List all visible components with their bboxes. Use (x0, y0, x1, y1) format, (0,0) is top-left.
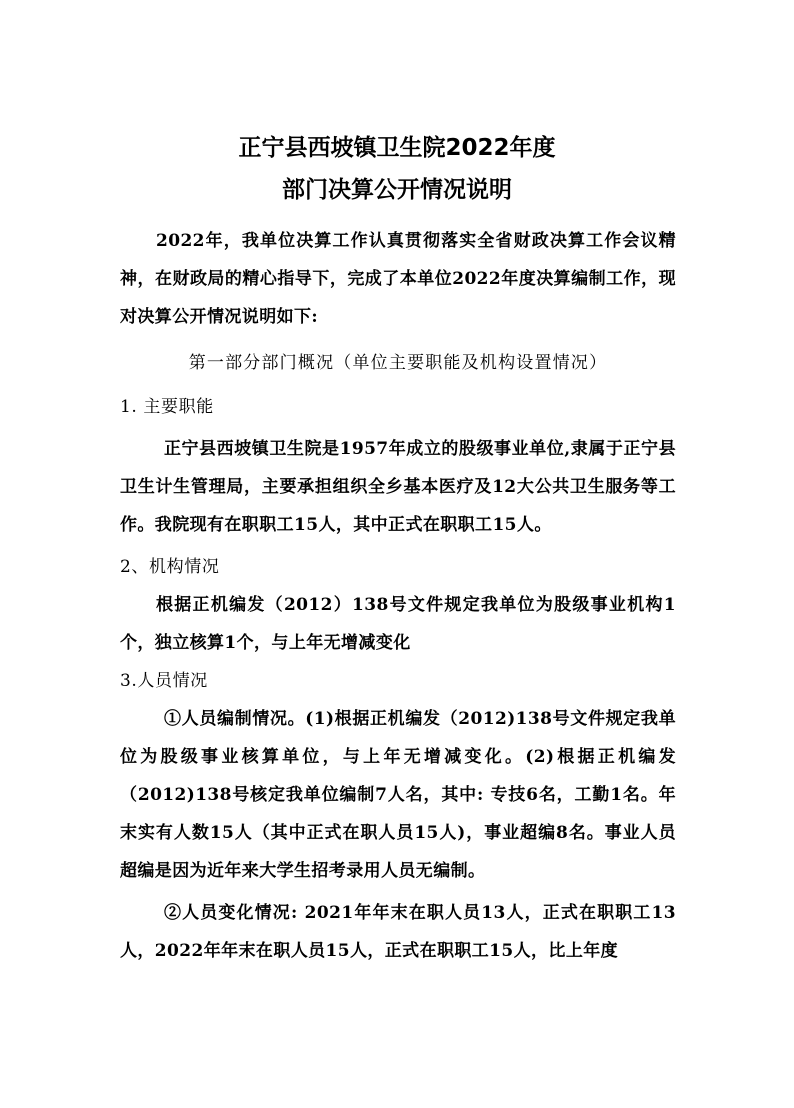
section3-item1-paragraph: ①人员编制情况。(1)根据正机编发（2012)138号文件规定我单位为股级事业核算单位，与上年无增减变化。(2)根据正机编发（2012)138号核定我单位编制7人名，其中: 专技6名，工勤1名。年末实有人数15人（其中正式在职人员15人)，事业超编8名。事业人员超编是因为近年来大学生招考录用人员无编制。 (120, 709, 676, 881)
part1-heading: 第一部分部门概况（单位主要职能及机构设置情况） (188, 353, 608, 373)
section3-item2-paragraph: ②人员变化情况: 2021年年末在职人员13人，正式在职职工13人，2022年年末在职人员15人，正式在职职工15人，比上年度 (120, 903, 676, 961)
section3-heading: 3.人员情况 (120, 671, 208, 691)
document-title-line2: 部门决算公开情况说明 (282, 177, 512, 203)
section2-heading: 2、机构情况 (120, 557, 220, 577)
section1-heading: 1. 主要职能 (120, 397, 214, 417)
section2-paragraph: 根据正机编发（2012）138号文件规定我单位为股级事业机构1个，独立核算1个，与上年无增减变化 (120, 595, 676, 653)
section1-paragraph: 正宁县西坡镇卫生院是1957年成立的股级事业单位,隶属于正宁县卫生计生管理局，主要承担组织全乡基本医疗及12大公共卫生服务等工作。我院现有在职职工15人，其中正式在职职工15人。 (120, 439, 676, 535)
intro-paragraph: 2022年，我单位决算工作认真贯彻落实全省财政决算工作会议精神，在财政局的精心指导下，完成了本单位2022年度决算编制工作，现对决算公开情况说明如下: (120, 231, 676, 327)
document-body (120, 222, 676, 970)
document-title-line1: 正宁县西坡镇卫生院2022年度 (238, 135, 556, 161)
